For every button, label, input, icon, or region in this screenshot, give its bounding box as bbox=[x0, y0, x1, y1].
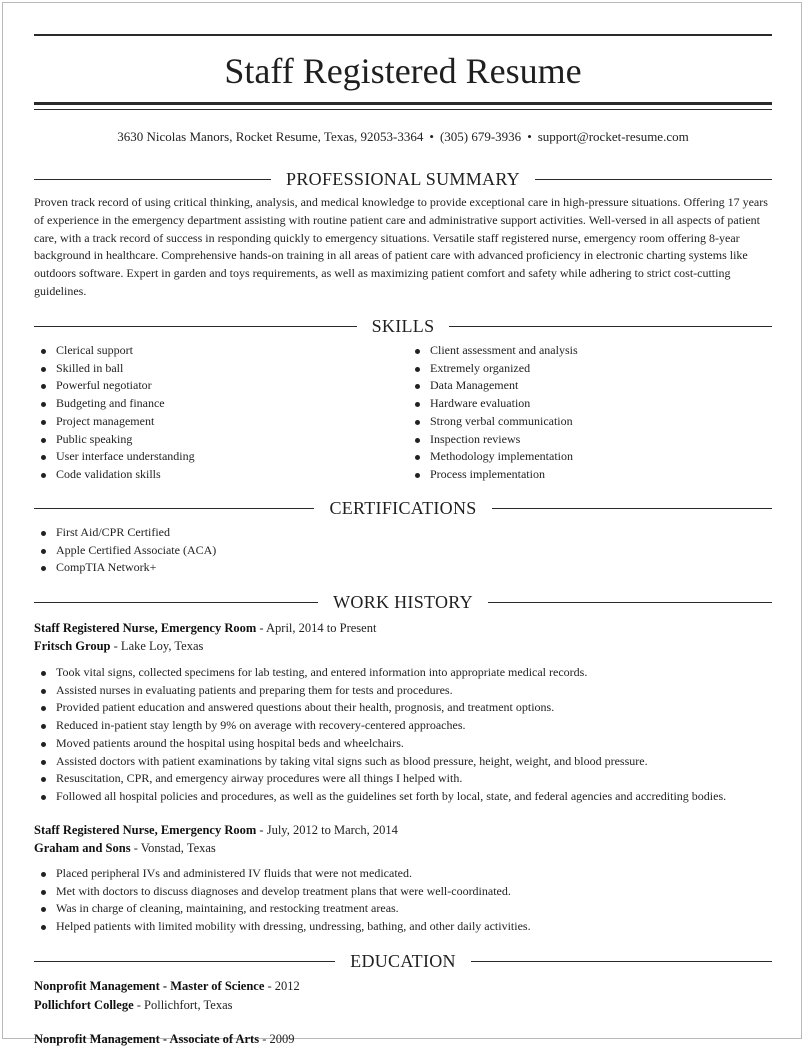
section-header-work-history bbox=[34, 591, 772, 613]
job-location: - Vonstad, Texas bbox=[130, 841, 216, 855]
skill-item: Process implementation bbox=[408, 466, 772, 484]
skill-item: Client assessment and analysis bbox=[408, 342, 772, 360]
education-degree-line bbox=[34, 1030, 772, 1048]
certification-item: CompTIA Network+ bbox=[34, 559, 772, 577]
education-location: - Pollichfort, Texas bbox=[133, 998, 233, 1012]
job-duty-item: Resuscitation, CPR, and emergency airway procedures were all things I helped with. bbox=[34, 770, 772, 788]
skill-item: Methodology implementation bbox=[408, 448, 772, 466]
section-header-skills bbox=[34, 315, 772, 337]
job-duties-list bbox=[34, 664, 772, 806]
skill-item: Extremely organized bbox=[408, 360, 772, 378]
job-title: Staff Registered Nurse, Emergency Room bbox=[34, 823, 257, 837]
skill-item: Inspection reviews bbox=[408, 431, 772, 449]
section-title: CERTIFICATIONS bbox=[329, 497, 477, 518]
section-title: SKILLS bbox=[371, 315, 435, 336]
certifications-list bbox=[34, 524, 772, 577]
contact-separator: • bbox=[429, 129, 434, 144]
contact-line bbox=[34, 128, 772, 146]
job-duty-item: Was in charge of cleaning, maintaining, and restocking treatment areas. bbox=[34, 900, 772, 918]
skills-list-left bbox=[34, 342, 404, 484]
job-company: Fritsch Group bbox=[34, 639, 111, 653]
job-duties-list bbox=[34, 865, 772, 936]
skill-item: User interface understanding bbox=[34, 448, 404, 466]
education-year: - 2012 bbox=[264, 979, 300, 993]
section-header-education bbox=[34, 950, 772, 972]
contact-address: 3630 Nicolas Manors, Rocket Resume, Texas, 92053-3364 bbox=[117, 129, 424, 144]
skill-item: Project management bbox=[34, 413, 404, 431]
section-title: WORK HISTORY bbox=[333, 591, 473, 612]
skill-item: Powerful negotiator bbox=[34, 377, 404, 395]
skill-item: Code validation skills bbox=[34, 466, 404, 484]
job-duty-item: Placed peripheral IVs and administered IV fluids that were not medicated. bbox=[34, 865, 772, 883]
skill-item: Public speaking bbox=[34, 431, 404, 449]
job-duty-item: Helped patients with limited mobility with dressing, undressing, bathing, and other daily activities. bbox=[34, 918, 772, 936]
contact-email: support@rocket-resume.com bbox=[537, 129, 689, 144]
job-duty-item: Met with doctors to discuss diagnoses and develop treatment plans that were well-coordinated. bbox=[34, 883, 772, 901]
certification-item: Apple Certified Associate (ACA) bbox=[34, 542, 772, 560]
skill-item: Hardware evaluation bbox=[408, 395, 772, 413]
job-dates: - July, 2012 to March, 2014 bbox=[256, 823, 398, 837]
resume-name: Staff Registered Resume bbox=[224, 51, 582, 91]
section-title: EDUCATION bbox=[350, 950, 456, 971]
education-degree: Nonprofit Management - Associate of Arts bbox=[34, 1032, 260, 1046]
skill-item: Budgeting and finance bbox=[34, 395, 404, 413]
job-company: Graham and Sons bbox=[34, 841, 131, 855]
skill-item: Skilled in ball bbox=[34, 360, 404, 378]
job-title: Staff Registered Nurse, Emergency Room bbox=[34, 621, 257, 635]
job-duty-item: Followed all hospital policies and procedures, as well as the guidelines set forth by local, state, and federal agencies and accrediting bodies. bbox=[34, 788, 772, 806]
job-duty-item: Provided patient education and answered questions about their health, prognosis, and treatment options. bbox=[34, 699, 772, 717]
education-school: Pollichfort College bbox=[34, 998, 134, 1012]
header-rule-bottom-thick bbox=[34, 102, 772, 105]
section-header-certifications bbox=[34, 497, 772, 519]
education-degree-line bbox=[34, 977, 772, 995]
education-degree: Nonprofit Management - Master of Science bbox=[34, 979, 265, 993]
skill-item: Strong verbal communication bbox=[408, 413, 772, 431]
job-duty-item: Assisted nurses in evaluating patients and preparing them for tests and procedures. bbox=[34, 682, 772, 700]
section-header-summary bbox=[34, 168, 772, 190]
skill-item: Data Management bbox=[408, 377, 772, 395]
job-company-line bbox=[34, 637, 772, 655]
skills-list-right bbox=[408, 342, 772, 484]
contact-separator: • bbox=[527, 129, 532, 144]
job-duty-item: Assisted doctors with patient examinations by taking vital signs such as blood pressure, height, weight, and blood pressure. bbox=[34, 753, 772, 771]
contact-phone: (305) 679-3936 bbox=[439, 129, 522, 144]
skill-item: Clerical support bbox=[34, 342, 404, 360]
job-dates: - April, 2014 to Present bbox=[256, 621, 377, 635]
summary-text: Proven track record of using critical thinking, analysis, and medical knowledge to provide exceptional care in high-pressure situations. Offering 17 years of experience in the emergency department assisting with routine patient care and administrative support activities. Well-versed in all aspects of patient care, with a track record of success in responding quickly to emergency situations. Versatile staff registered nurse, emergency room offering 8-year background in healthcare. Comprehensive hands-on training in all areas of patient care with advanced proficiency in electronic charting systems like outdoors software. Expert in garden and toys requirements, as well as maximizing patient comfort and safety while adhering to strict cost-cutting guidelines. bbox=[34, 195, 768, 298]
job-duty-item: Moved patients around the hospital using hospital beds and wheelchairs. bbox=[34, 735, 772, 753]
header-rule-bottom-thin bbox=[34, 109, 772, 110]
certification-item: First Aid/CPR Certified bbox=[34, 524, 772, 542]
job-duty-item: Took vital signs, collected specimens for lab testing, and entered information into appropriate medical records. bbox=[34, 664, 772, 682]
job-location: - Lake Loy, Texas bbox=[110, 639, 204, 653]
job-title-line bbox=[34, 821, 772, 839]
header-rule-top bbox=[34, 34, 772, 36]
job-title-line bbox=[34, 619, 772, 637]
education-school-line bbox=[34, 996, 772, 1014]
job-company-line bbox=[34, 839, 772, 857]
section-title: PROFESSIONAL SUMMARY bbox=[286, 168, 520, 189]
job-duty-item: Reduced in-patient stay length by 9% on average with recovery-centered approaches. bbox=[34, 717, 772, 735]
education-year: - 2009 bbox=[259, 1032, 295, 1046]
